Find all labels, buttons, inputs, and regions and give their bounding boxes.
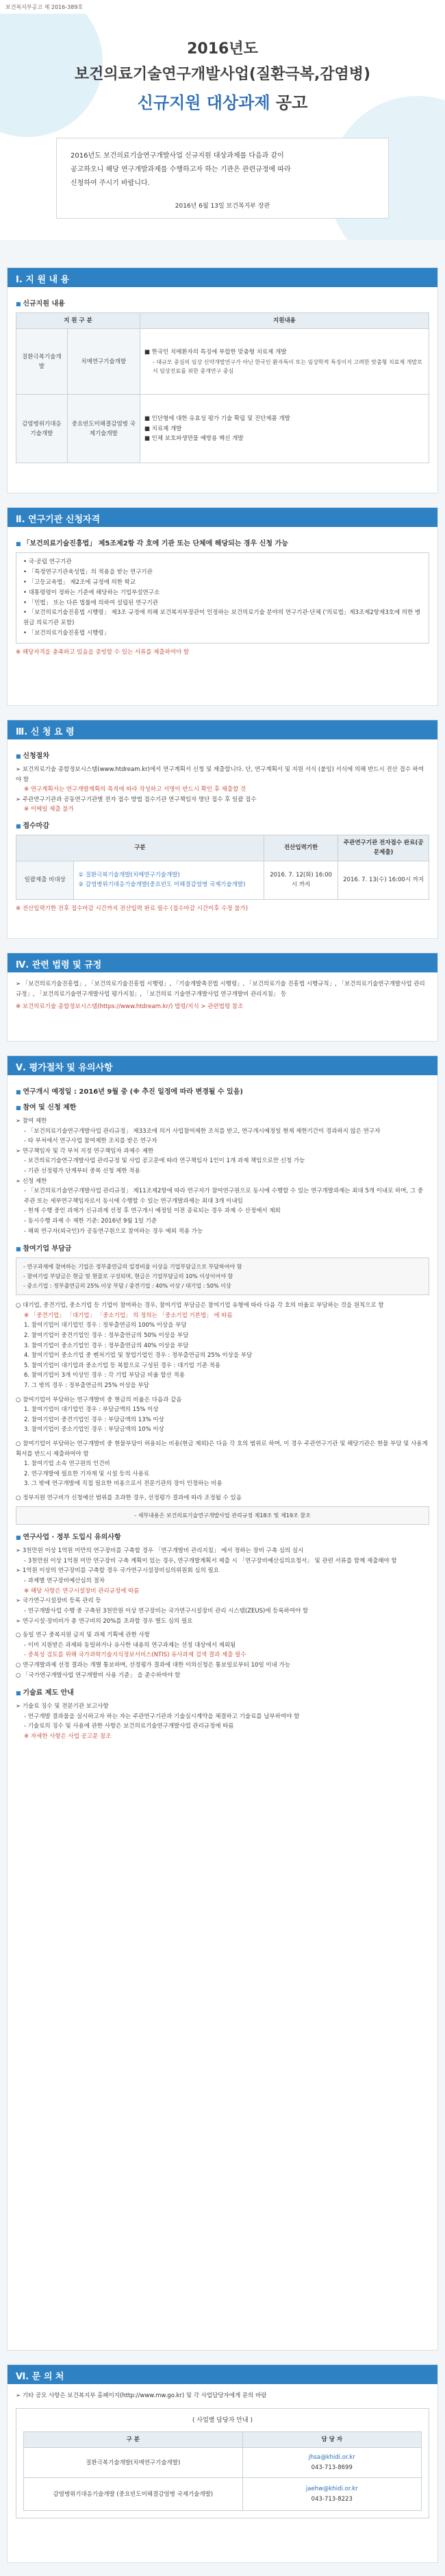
- section-support: [7, 267, 438, 493]
- list-item: - 보건의료기술연구개발사업 관리규정 및 사업 공고문에 따라 연구책임자 1인이 1개 과제 책임으로만 신청 가능: [24, 1157, 305, 1165]
- contact-caption: ( 사업별 담당자 안내 ): [192, 2416, 253, 2424]
- table-header: 구 분: [24, 2431, 243, 2447]
- list-item: 1. 참여기업이 대기업인 경우 : 부담금액의 15% 이상: [24, 1406, 159, 1414]
- list-item: - 중소기업 : 정부출연금의 25% 이상 부담 / 중견기업 : 40% 이상 / 대기업 : 50% 이상: [23, 1282, 231, 1289]
- hero-year: 2016년도: [187, 40, 258, 58]
- list-item: - 연구개발사업 수행 중 구축된 3천만원 이상 연구장비는 국가연구시설장비 관리 시스템(ZEUS)에 등록하여야 함: [24, 1607, 309, 1615]
- procedure-note: ※ 이메일 제출 불가: [24, 806, 74, 813]
- list-item: 1. 참여기업이 대기업인 경우 : 정부출연금의 100% 이상을 부담: [24, 1322, 187, 1329]
- table-cell: ■ 인단형에 대한 유효성 평가 기술 확립 및 진단제품 개발 ■ 치료제 개발 ■ 인체 보호파생면물 예방용 백신 개발: [140, 395, 429, 463]
- list-item: ○ 동일 연구 중복지원 금지 및 과제 기획에 관한 사항: [16, 1632, 150, 1639]
- list-item: ➢ 국가연구시설장비 등록 관리 등: [16, 1597, 101, 1605]
- subsection-title: ■ 신청절차: [16, 750, 429, 762]
- contact-phone: 043-713-8223: [311, 2495, 353, 2503]
- list-item: - 타 부처에서 연구사업 참여제한 조치를 받은 연구자: [24, 1138, 157, 1145]
- table-cell: [74, 861, 264, 899]
- support-item: 한국인 치매환자의 특징에 부합한 맞춤형 치료제 개발: [151, 349, 287, 356]
- hero-title-main: 신규지원 대상과제: [137, 93, 270, 112]
- table-cell: 감염병위기대응기술개발: [16, 395, 68, 463]
- list-item: ○ 「국가연구개발사업 연구개발비 사용 기준」 을 준수하여야 함: [16, 1671, 181, 1679]
- support-table: [16, 312, 429, 463]
- eligibility-note: ※ 해당자격을 충족하고 있음을 증빙할 수 있는 서류를 제출하여야 함: [16, 649, 190, 656]
- contact-phone: 043-713-8699: [311, 2464, 353, 2471]
- notice-number: 보건복지부공고 제 2016-389호: [0, 0, 445, 14]
- hero-program: 보건의료기술연구개발사업(질환극복,감염병): [74, 66, 371, 83]
- list-item: ○ 대기업, 중견기업, 중소기업 등 기업이 참여하는 경우, 참여기업 부담금은 참여기업 유형에 따라 다음 각 호의 비율로 부담하는 것을 원칙으로 함: [16, 1302, 384, 1310]
- support-item: 인체 보호파생면물 예방용 백신 개발: [151, 435, 244, 443]
- list-item: - 동시수행 과제 수 제한 기준: 2016년 9월 1일 기준: [24, 1218, 157, 1225]
- subsection-title: ■ 접수마감: [16, 820, 429, 832]
- table-cell: 질환극복기술개발: [16, 329, 68, 395]
- royalty-rules: [16, 1702, 429, 1741]
- list-item: 2. 참여기업이 중견기업인 경우 : 부담금액의 13% 이상: [24, 1416, 164, 1423]
- procedure-line: ➢ 주관연구기관과 공동연구기관별 전자 접수 방법 접수기관 연구책임자 명단 접수 후 일괄 접수: [16, 796, 257, 803]
- subsection-title: ■ 기술료 제도 안내: [16, 1687, 429, 1699]
- list-item: ○ 연구개발과제 선정 결과는 개별 통보하며, 선정평가 결과에 대한 이의신청은 통보일로부터 10일 이내 가능: [16, 1661, 290, 1669]
- deadline-item: ② 감염병위기대응기술개발(중요빈도 미해결감염병 국제기술개발): [78, 881, 246, 889]
- table-header: 지 원 구 분: [16, 313, 140, 329]
- table-header: 주관연구기관 전자접수 완료(공문제출): [338, 835, 429, 861]
- intro-line: 공고하오니 해당 연구개발과제를 수행하고자 하는 기관은 관련규정에 따라: [71, 166, 291, 173]
- deadline-note: ※ 전산입력기한 전후 접수마감 시간까지 전산입력 완료 필수 (접수마감 시간이후 수정 불가): [16, 905, 249, 912]
- list-item: - 연구과제에 참여하는 기업은 정부출연금의 일정비율 이상을 기업부담금으로 부담하여야 함: [23, 1264, 242, 1271]
- table-cell: ■ 한국인 치매환자의 특징에 부합한 맞춤형 치료제 개발 - 대규모 중심의 임상 신약개발연구가 아닌 한국인 환자특이 또는 임상학적 특징이지 고려한 맞춤형 치료제 개발로서 임상진료를 위한 중개연구 중심: [140, 329, 429, 395]
- list-item: 「민법」 또는 다른 법률에 의하여 설립된 연구기관: [28, 599, 158, 606]
- contact-table: [23, 2431, 422, 2511]
- list-item: 6. 참여기업이 3개 이상인 경우 : 각 기업 부담금 비율 합산 적용: [24, 1372, 185, 1379]
- list-item: 「고등교육법」 제2조에 규정에 의한 학교: [28, 578, 136, 586]
- contact-email[interactable]: jaehw@khidi.or.kr: [305, 2486, 358, 2493]
- subsection-title: ■ 참여기업 부담금: [16, 1243, 429, 1255]
- hero-banner: [0, 14, 445, 240]
- list-item: ➢ 기술료 징수 및 전문기관 보고사항: [16, 1703, 109, 1710]
- subsection-title: ■ 신규지원 내용: [16, 298, 429, 310]
- list-item: 7. 그 밖의 경우 : 정부출연금의 25% 이상을 부담: [24, 1382, 149, 1389]
- section-contact: [7, 2364, 438, 2563]
- list-item: - 연구개발 결과물을 실시하고자 하는 자는 주관연구기관과 기술실시계약을 체결하고 기술료를 납부하여야 함: [24, 1713, 300, 1720]
- support-item: 인단형에 대한 유효성 평가 기술 확립 및 진단제품 개발: [151, 415, 290, 423]
- list-item: ○ 참여기업이 부담하는 연구개발비 중 현물부담이 허용되는 비용(현금 제외)은 다음 각 호의 범위로 하며, 이 경우 주관연구기관 및 해당기관은 현물 부담 및 사용계획서를 반드시 제출하여야 함: [16, 1440, 428, 1458]
- subsection-title: ■ 「보건의료기술진흥법」 제5조제2항 각 호에 기관 또는 단체에 해당되는 경우 신청 가능: [16, 538, 429, 550]
- table-header: 전산입력기한: [264, 835, 338, 861]
- list-item: 3. 그 밖에 연구개발에 직접 필요한 비용으로서 전문기관의 장이 인정하는 비용: [24, 1480, 222, 1488]
- list-item: - 「보건의료기술연구개발사업 관리규정」 제33조에 의거 사업참여제한 조치를 받고, 연구개시예정일 현재 제한기간이 경과하지 않은 연구자: [24, 1127, 381, 1135]
- table-cell: [242, 2448, 421, 2478]
- support-item: - 대규모 중심의 임상 신약개발연구가 아닌 한국인 환자특이 또는 임상학적 특징이지 고려한 맞춤형 치료제 개발로서 임상진료를 위한 중개연구 중심: [152, 358, 422, 375]
- contact-line: ➢ 기타 공모 사항은 보건복지부 홈페이지(http://www.mw.go.kr) 및 각 사업담당자에게 문의 바람: [16, 2392, 267, 2399]
- section-title: Ⅰ. 지 원 내 용: [8, 268, 437, 287]
- table-cell: 중요빈도미해결감염병 국제기술개발: [67, 395, 140, 463]
- table-header: 구분: [16, 835, 264, 861]
- list-item: ※ 자세한 사항은 사업 공고문 참조: [24, 1733, 112, 1741]
- list-item: - 기술료의 징수 및 사용에 관한 사항은 보건의료기술연구개발사업 관리규정에 따름: [24, 1723, 234, 1730]
- section-title: Ⅱ. 연구기관 신청자격: [8, 508, 437, 527]
- eligibility-list: • 국·공립 연구기관 • 「특정연구기관육성법」의 적용을 받는 연구기관 • 「고등교육법」 제2조에 규정에 의한 학교 • 대통령령이 정하는 기준에 해당하는 기업부설연구소 • 「민법」 또는 다른 법률에 의하여 설립된 연구기관 • 「보건의료기술진흥법 시행령」 제3조 규정에 의해 보건복지부장관이 인정하는 보건의료기술 분야의 연구기관·단체 ('의료법」제3조제2항제3호에 의한 병원급 의료기관 포함) • 「보건의료기술진흥법 시행령」: [16, 552, 429, 643]
- table-cell: [242, 2478, 421, 2511]
- list-item: - 기관 선정평가 단계부터 중복 신청 제한 적용: [24, 1168, 140, 1175]
- list-item: 「특정연구기관육성법」의 적용을 받는 연구기관: [28, 568, 153, 576]
- procedure-line: ➢ 보건의료기술 종합정보시스템(www.htdream.kr)에서 연구계획서 신청 및 제출합니다. 단, 연구계획서 및 지원 서식 (붙임) 서식에 의해 반드시 전산 접수 하여야 함: [16, 766, 424, 783]
- hero-title: [0, 89, 445, 113]
- list-item: ※ 해당 사항은 연구시설장비 관리규정에 따름: [24, 1587, 140, 1595]
- list-item: - 현재 수행 중인 과제가 신규과제 선정 후 연구개시 예정일 이전 종료되는 경우 과제 수 산정에서 제외: [24, 1207, 281, 1215]
- list-item: ※ 「중견기업」 「대기업」 「중소기업」 의 정의는 「중소기업 기본법」 에 따름: [24, 1312, 233, 1319]
- list-item: 대통령령이 정하는 기준에 해당하는 기업부설연구소: [28, 589, 160, 596]
- support-item: 치료제 개발: [151, 425, 182, 432]
- hero-date: 2016년 6월 13일 보건복지부 장관: [175, 203, 270, 210]
- deadline-item: ① 질환극복기술개발(치매연구기술개발): [78, 871, 180, 879]
- table-cell: 2016. 7. 13(수) 16:00시 까지: [338, 861, 429, 899]
- subsection-title: ■ 연구사업 · 정부 도입시 유의사항: [16, 1532, 429, 1543]
- list-item: 4. 참여기업이 중소기업 중 벤처기업 및 창업기업인 경우 : 정부출연금의 25% 이상을 부담: [24, 1352, 253, 1360]
- list-item: - 「보건의료기술연구개발사업 관리규정」 제11조제2항에 따라 연구자가 참여연구원으로 동시에 수행할 수 있는 연구개발과제는 최대 5개 이내로 하며, 그 중 주관 또는 세부연구책임자로서 동시에 수행할 수 있는 연구개발과제는 최대 3개 이내임: [24, 1188, 423, 1205]
- list-item: ○ 참여기업이 부담하는 연구개발비 중 현금의 비율은 다음과 같음: [16, 1396, 182, 1403]
- table-cell: 치매연구기술개발: [67, 329, 140, 395]
- table-cell: 질환극복기술개발(치매연구기술개발): [24, 2448, 243, 2478]
- list-item: 3. 참여기업이 중소기업인 경우 : 정부출연금의 40% 이상을 부담: [24, 1342, 189, 1349]
- list-item: ➢ 신청 제한: [16, 1177, 47, 1185]
- subsection-title: ■ 참여 및 신청 제한: [16, 1102, 429, 1114]
- list-item: - 세부내용은 보건의료기술연구개발사업 관리규정 제18조 및 제19조 참조: [134, 1512, 311, 1519]
- list-item: ➢ 3천만원 이상 1억원 미만의 연구장비를 구축할 경우 「연구개발비 관리지침」 에서 정하는 장비 구축 심의 실시: [16, 1547, 304, 1555]
- list-item: 「보건의료기술진흥법 시행령」 제3조 규정에 의해 보건복지부장관이 인정하는 보건의료기술 분야의 연구기관·단체 ('의료법」제3조제2항제3호에 의한 병원급 의료기관 포함): [23, 609, 421, 627]
- list-item: - 해외 연구자(외국인)가 공동연구원으로 참여하는 경우 예외 적용 가능: [24, 1227, 203, 1235]
- table-header: 담 당 자: [242, 2431, 421, 2447]
- section-application: [7, 720, 438, 939]
- list-item: ➢ 1억원 이상의 연구장비를 구축할 경우 국가연구시설장비심의위원회 심의 필요: [16, 1567, 219, 1575]
- contact-box: [16, 2408, 429, 2519]
- section-title: Ⅴ. 평가절차 및 유의사항: [8, 1056, 437, 1075]
- procedure-note: ※ 연구계획서는 연구개발계획의 목적에 따라 작성하고 서명이 반드시 확인 후 제출할 것: [24, 786, 246, 794]
- list-item: ➢ 연구시설·장비비가 총 연구비의 20%를 초과할 경우 별도 심의 필요: [16, 1617, 193, 1625]
- list-item: - 참여기업 부담금은 현금 및 현물로 구성되며, 현금은 기업부담금의 10% 이상이어야 함: [23, 1273, 233, 1279]
- hero-title-suffix: 공고: [270, 93, 308, 112]
- list-item: - 중복성 검토를 위해 국가과학기술지식정보서비스(NTIS) 유사과제 검색 결과 제출 필수: [24, 1652, 246, 1659]
- section-title: Ⅵ. 문 의 처: [8, 2365, 437, 2384]
- section-title: Ⅲ. 신 청 요 령: [8, 720, 437, 739]
- list-item: - 이미 지원받은 과제와 동일하거나 유사한 내용의 연구과제는 선정 대상에서 제외됨: [24, 1641, 236, 1649]
- table-header: 지원내용: [140, 313, 429, 329]
- regulation-text: ➢ 「보건의료기술진흥법」, 「보건의료기술진흥법 시행령」, 「기술개발촉진법 시행령」, 「보건의료기술 진흥법 시행규칙」, 「보건의료기술연구개발사업 관리규정」, 「보건의료기술연구개발사업 평가지침」, 「보건의료 기술연구개발사업 연구개발비 관리지침」 등: [16, 981, 425, 998]
- list-item: 3. 참여기업이 중소기업인 경우 : 부담금액의 10% 이상: [24, 1426, 164, 1434]
- intro-line: 신청하여 주시기 바랍니다.: [71, 180, 150, 187]
- section-evaluation: [7, 1055, 438, 2351]
- list-item: ➢ 참여 제한: [16, 1118, 47, 1125]
- restriction-list: [16, 1116, 429, 1236]
- equipment-rules: [16, 1546, 429, 1680]
- table-cell: 감염병위기대응기술개발 (중요빈도미해결감염병 국제기술개발): [24, 2478, 243, 2511]
- list-item: 1. 참여기업 소속 연구원의 인건비: [24, 1460, 110, 1468]
- list-item: ➢ 연구책임자 및 각 부처 지정 연구책임자 과제수 제한: [16, 1147, 154, 1155]
- reference-box: [16, 1506, 429, 1525]
- deadline-table: [16, 835, 429, 900]
- regulation-note: ※ 보건의료기술 종합정보시스템(https://www.htdream.kr/) 법령/지식 > 관련법령 참조: [16, 1003, 244, 1011]
- burden-rules: [16, 1301, 429, 1525]
- list-item: ○ 정부지원 연구비가 신청예산 범위를 초과한 경우, 선정평가 결과에 따라 조정될 수 있음: [16, 1495, 242, 1502]
- subsection-title: ■ 연구개시 예정일 : 2016년 9월 중 (※ 추진 일정에 따라 변경될 수 있음): [16, 1086, 429, 1098]
- contact-email[interactable]: jhsa@khidi.or.kr: [308, 2454, 355, 2462]
- list-item: 2. 참여기업이 중견기업인 경우 : 정부출연금의 50% 이상을 부담: [24, 1332, 189, 1339]
- company-burden-box: [16, 1258, 429, 1295]
- list-item: - 3천만원 이상 1억원 미만 연구장비 구축 계획이 있는 경우, 연구개발계획서 제출 시 「연구장비예산심의요청서」 및 관련 서류를 함께 제출해야 함: [24, 1557, 397, 1565]
- list-item: 국·공립 연구기관: [28, 559, 72, 565]
- table-cell: 2016. 7. 12(화) 16:00시 까지: [264, 861, 338, 899]
- section-title: Ⅳ. 관련 법령 및 규정: [8, 953, 437, 972]
- list-item: - 과제별 연구장비예산심의 절차: [24, 1578, 105, 1585]
- list-item: 2. 연구개발에 필요한 기자재 및 시설 등의 사용료: [24, 1470, 150, 1477]
- table-cell: 일괄제출 비대상: [16, 861, 74, 899]
- list-item: 5. 참여기업이 대기업과 중소기업 등 복합으로 구성된 경우 : 대기업 기준 적용: [24, 1362, 221, 1369]
- section-regulations: [7, 953, 438, 1042]
- list-item: 「보건의료기술진흥법 시행령」: [28, 630, 110, 637]
- intro-line: 2016년도 보건의료기술연구개발사업 신규지원 대상과제를 다음과 같이: [71, 152, 284, 160]
- section-eligibility: [7, 507, 438, 706]
